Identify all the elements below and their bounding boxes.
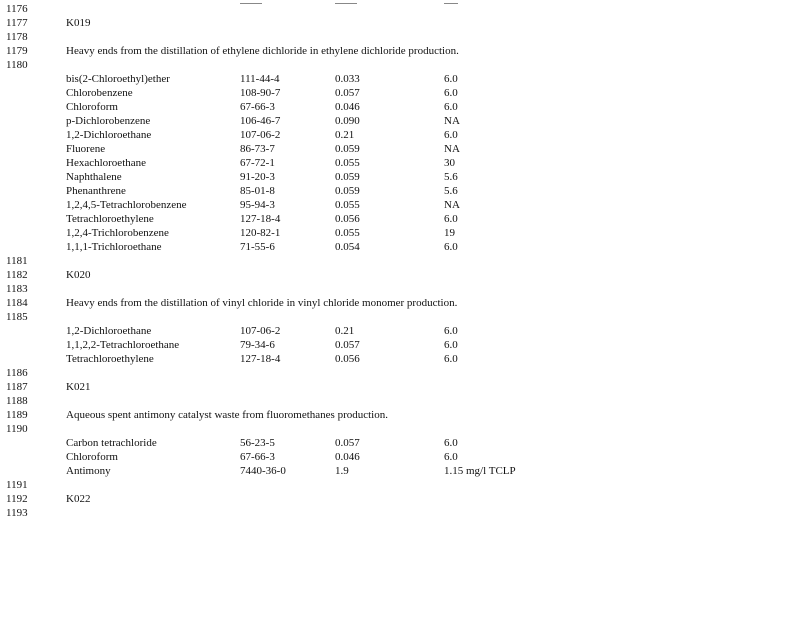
cas-number: 7440-36-0 bbox=[240, 465, 286, 477]
wastewater-standard: 0.056 bbox=[335, 353, 360, 365]
cas-number: 107-06-2 bbox=[240, 129, 281, 141]
nonwastewater-standard: 5.6 bbox=[444, 171, 458, 183]
nonwastewater-standard: 6.0 bbox=[444, 101, 458, 113]
nonwastewater-standard: 19 bbox=[444, 227, 455, 239]
cut-off-row-fragment bbox=[335, 0, 357, 4]
constituent-name: Antimony bbox=[66, 465, 111, 477]
wastewater-standard: 0.046 bbox=[335, 451, 360, 463]
line-number: 1182 bbox=[6, 269, 28, 281]
cas-number: 111-44-4 bbox=[240, 73, 280, 85]
line-number: 1189 bbox=[6, 409, 28, 421]
wastewater-standard: 0.059 bbox=[335, 171, 360, 183]
nonwastewater-standard: 30 bbox=[444, 157, 455, 169]
waste-code: K019 bbox=[66, 17, 91, 29]
nonwastewater-standard: 6.0 bbox=[444, 339, 458, 351]
cut-off-row-fragment bbox=[444, 0, 458, 4]
nonwastewater-standard: 6.0 bbox=[444, 129, 458, 141]
constituent-name: 1,1,1-Trichloroethane bbox=[66, 241, 162, 253]
wastewater-standard: 0.046 bbox=[335, 101, 360, 113]
wastewater-standard: 0.057 bbox=[335, 437, 360, 449]
cas-number: 67-66-3 bbox=[240, 451, 275, 463]
constituent-name: Phenanthrene bbox=[66, 185, 126, 197]
line-number: 1187 bbox=[6, 381, 28, 393]
constituent-name: 1,2,4-Trichlorobenzene bbox=[66, 227, 169, 239]
line-number: 1180 bbox=[6, 59, 28, 71]
constituent-name: bis(2-Chloroethyl)ether bbox=[66, 73, 170, 85]
wastewater-standard: 0.054 bbox=[335, 241, 360, 253]
waste-description: Aqueous spent antimony catalyst waste from fluoromethanes production. bbox=[66, 409, 388, 421]
line-number: 1188 bbox=[6, 395, 28, 407]
waste-code: K021 bbox=[66, 381, 91, 393]
constituent-name: Chloroform bbox=[66, 451, 118, 463]
wastewater-standard: 0.090 bbox=[335, 115, 360, 127]
constituent-name: 1,1,2,2-Tetrachloroethane bbox=[66, 339, 180, 351]
line-number: 1176 bbox=[6, 3, 28, 15]
constituent-name: Tetrachloroethylene bbox=[66, 353, 154, 365]
constituent-name: Fluorene bbox=[66, 143, 106, 155]
nonwastewater-standard: 6.0 bbox=[444, 437, 458, 449]
nonwastewater-standard: 6.0 bbox=[444, 353, 458, 365]
line-number: 1193 bbox=[6, 507, 28, 519]
wastewater-standard: 0.21 bbox=[335, 129, 355, 141]
cas-number: 79-34-6 bbox=[240, 339, 275, 351]
cas-number: 86-73-7 bbox=[240, 143, 275, 155]
constituent-name: Naphthalene bbox=[66, 171, 122, 183]
nonwastewater-standard: 6.0 bbox=[444, 241, 458, 253]
nonwastewater-standard: 6.0 bbox=[444, 213, 458, 225]
constituent-name: p-Dichlorobenzene bbox=[66, 115, 151, 127]
line-number: 1191 bbox=[6, 479, 28, 491]
cas-number: 67-66-3 bbox=[240, 101, 275, 113]
nonwastewater-standard: 5.6 bbox=[444, 185, 458, 197]
constituent-name: Chloroform bbox=[66, 101, 118, 113]
wastewater-standard: 0.033 bbox=[335, 73, 360, 85]
waste-code: K022 bbox=[66, 493, 91, 505]
nonwastewater-standard: 6.0 bbox=[444, 451, 458, 463]
wastewater-standard: 0.21 bbox=[335, 325, 355, 337]
line-number: 1186 bbox=[6, 367, 28, 379]
wastewater-standard: 0.057 bbox=[335, 339, 360, 351]
cas-number: 127-18-4 bbox=[240, 213, 281, 225]
cas-number: 85-01-8 bbox=[240, 185, 275, 197]
wastewater-standard: 0.055 bbox=[335, 199, 360, 211]
wastewater-standard: 0.059 bbox=[335, 185, 360, 197]
wastewater-standard: 0.055 bbox=[335, 157, 360, 169]
wastewater-standard: 0.059 bbox=[335, 143, 360, 155]
wastewater-standard: 0.055 bbox=[335, 227, 360, 239]
line-number: 1177 bbox=[6, 17, 28, 29]
line-number: 1181 bbox=[6, 255, 28, 267]
wastewater-standard: 0.056 bbox=[335, 213, 360, 225]
line-number: 1184 bbox=[6, 297, 28, 309]
constituent-name: Carbon tetrachloride bbox=[66, 437, 157, 449]
constituent-name: 1,2-Dichloroethane bbox=[66, 325, 152, 337]
line-number: 1183 bbox=[6, 283, 28, 295]
cas-number: 108-90-7 bbox=[240, 87, 281, 99]
cas-number: 127-18-4 bbox=[240, 353, 281, 365]
constituent-name: Hexachloroethane bbox=[66, 157, 147, 169]
constituent-name: 1,2-Dichloroethane bbox=[66, 129, 152, 141]
cas-number: 67-72-1 bbox=[240, 157, 275, 169]
wastewater-standard: 1.9 bbox=[335, 465, 349, 477]
waste-description: Heavy ends from the distillation of vinyl chloride in vinyl chloride monomer production. bbox=[66, 297, 458, 309]
cas-number: 91-20-3 bbox=[240, 171, 275, 183]
line-number: 1185 bbox=[6, 311, 28, 323]
cas-number: 71-55-6 bbox=[240, 241, 275, 253]
wastewater-standard: 0.057 bbox=[335, 87, 360, 99]
line-number: 1192 bbox=[6, 493, 28, 505]
line-number: 1178 bbox=[6, 31, 28, 43]
constituent-name: 1,2,4,5-Tetrachlorobenzene bbox=[66, 199, 187, 211]
nonwastewater-standard: NA bbox=[444, 143, 460, 155]
cas-number: 106-46-7 bbox=[240, 115, 281, 127]
nonwastewater-standard: NA bbox=[444, 199, 460, 211]
cas-number: 120-82-1 bbox=[240, 227, 281, 239]
line-number: 1190 bbox=[6, 423, 28, 435]
cas-number: 95-94-3 bbox=[240, 199, 275, 211]
waste-code: K020 bbox=[66, 269, 91, 281]
cas-number: 107-06-2 bbox=[240, 325, 281, 337]
line-number: 1179 bbox=[6, 45, 28, 57]
nonwastewater-standard: 6.0 bbox=[444, 73, 458, 85]
constituent-name: Chlorobenzene bbox=[66, 87, 133, 99]
nonwastewater-standard: NA bbox=[444, 115, 460, 127]
waste-description: Heavy ends from the distillation of ethylene dichloride in ethylene dichloride production. bbox=[66, 45, 459, 57]
cut-off-row-fragment bbox=[240, 0, 262, 4]
nonwastewater-standard: 1.15 mg/l TCLP bbox=[444, 465, 516, 477]
nonwastewater-standard: 6.0 bbox=[444, 87, 458, 99]
cas-number: 56-23-5 bbox=[240, 437, 275, 449]
nonwastewater-standard: 6.0 bbox=[444, 325, 458, 337]
constituent-name: Tetrachloroethylene bbox=[66, 213, 154, 225]
